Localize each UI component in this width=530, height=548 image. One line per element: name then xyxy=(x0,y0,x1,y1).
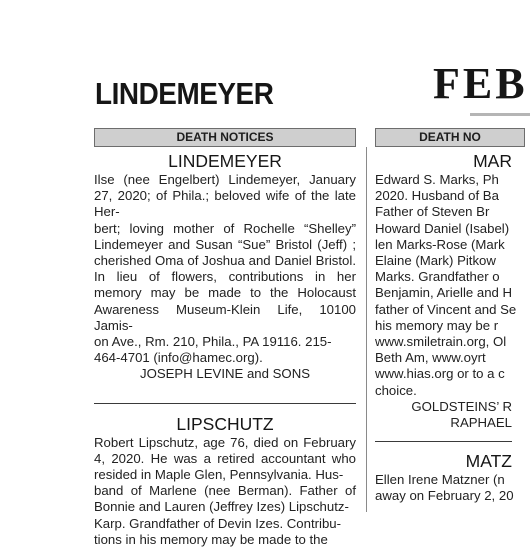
notice-name: MATZ xyxy=(465,451,512,472)
notice xyxy=(375,150,517,431)
section-label-bar xyxy=(375,128,525,147)
notice-body: Edward S. Marks, Ph 2020. Husband of Ba Father of Steven Br Howard Daniel (Isabel) len Marks-Rose (Mark Elaine (Mark) Pitkow Marks. Grandfather o Benjamin, Arielle and H father of Vincent and Se his memory may be r www.smiletrain.org, Ol Beth Am, www.oyrt www.hias.org or to a c choice. xyxy=(375,172,517,398)
month-heading-rule xyxy=(470,113,530,116)
column-rule xyxy=(366,147,367,512)
funeral-home: GOLDSTEINS’ R xyxy=(411,398,512,414)
section-label: DEATH NO xyxy=(419,130,481,144)
funeral-home: JOSEPH LEVINE and SONS xyxy=(139,366,311,382)
section-label-bar xyxy=(94,128,356,147)
month-heading: FEB xyxy=(433,59,528,108)
notice-column xyxy=(94,150,356,547)
notice-body: Ellen Irene Matzner (n away on February 2, 20 xyxy=(375,472,514,504)
notice xyxy=(94,413,356,548)
notice-body: Robert Lipschutz, age 76, died on February 4, 2020. He was a retired accountant who resided in Maple Glen, Pennsylvania. Hus- band of Marlene (nee Berman). Father of Bonnie and Lauren (Jeffrey Izes) Lipschutz- Karp. Grandfather of Devin Izes. Contribu- tions in his memory may be made to the xyxy=(94,434,356,547)
page-title: LINDEMEYER xyxy=(95,76,274,111)
notice-separator xyxy=(375,441,512,442)
funeral-home: RAPHAEL xyxy=(450,415,512,431)
notice-column xyxy=(375,150,517,512)
notice xyxy=(94,150,356,383)
notice xyxy=(375,450,512,504)
notice-name: MAR xyxy=(473,151,512,171)
notice-name: LIPSCHUTZ xyxy=(176,413,274,434)
notice-name: LINDEMEYER xyxy=(168,151,282,171)
section-label: DEATH NOTICES xyxy=(176,130,274,144)
notice-separator xyxy=(94,403,356,404)
notice-body: Ilse (nee Engelbert) Lindemeyer, January 27, 2020; of Phila.; beloved wife of the late Her- bert; loving mother of Rochelle “Shelley” Lindemeyer and Susan “Sue” Bristol (Jeff) ; cherished Oma of Joshua and Daniel Bristol. In lieu of flowers, contributions in her memory may be made to the Holocaust Awareness Museum-Klein Life, 10100 Jamis- on Ave., Rm. 210, Phila., PA 19116. 215- 464-4701 (info@hamec.org). xyxy=(94,172,356,366)
